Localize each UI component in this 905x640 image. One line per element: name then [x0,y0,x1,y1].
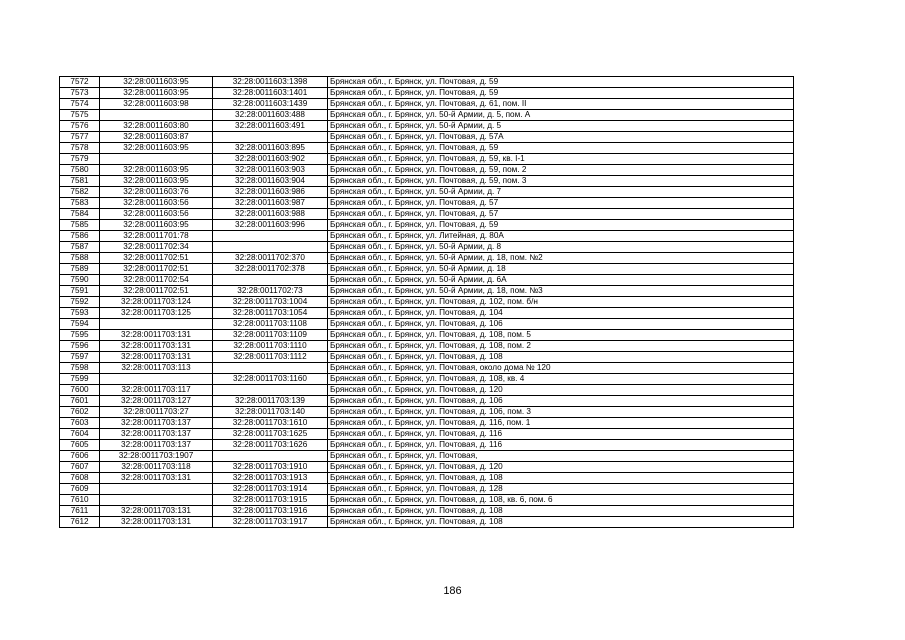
address-cell: Брянская обл., г. Брянск, ул. 50-й Армии, д. 18, пом. №3 [328,286,794,297]
table-row [60,363,794,374]
row-number-cell: 7575 [60,110,100,121]
address-cell: Брянская обл., г. Брянск, ул. 50-й Армии, д. 5, пом. А [328,110,794,121]
land-cadastral-number-cell: 32:28:0011703:113 [100,363,213,374]
object-cadastral-number-cell: 32:28:0011603:1398 [213,77,328,88]
object-cadastral-number-cell: 32:28:0011603:996 [213,220,328,231]
table-row [60,99,794,110]
row-number-cell: 7599 [60,374,100,385]
row-number-cell: 7573 [60,88,100,99]
object-cadastral-number-cell: 32:28:0011703:139 [213,396,328,407]
address-cell: Брянская обл., г. Брянск, ул. Почтовая, д. 120 [328,462,794,473]
row-number-cell: 7574 [60,99,100,110]
object-cadastral-number-cell: 32:28:0011703:1004 [213,297,328,308]
row-number-cell: 7587 [60,242,100,253]
table-row [60,286,794,297]
land-cadastral-number-cell: 32:28:0011703:125 [100,308,213,319]
address-cell: Брянская обл., г. Брянск, ул. Почтовая, д. 59, пом. 3 [328,176,794,187]
row-number-cell: 7592 [60,297,100,308]
table-row [60,330,794,341]
page-number: 186 [443,585,462,597]
table-row [60,242,794,253]
address-cell: Брянская обл., г. Брянск, ул. Почтовая, д. 106 [328,396,794,407]
table-row [60,385,794,396]
land-cadastral-number-cell: 32:28:0011702:51 [100,264,213,275]
land-cadastral-number-cell: 32:28:0011603:56 [100,198,213,209]
address-cell: Брянская обл., г. Брянск, ул. Почтовая, д. 102, пом. б/н [328,297,794,308]
table-row [60,495,794,506]
row-number-cell: 7607 [60,462,100,473]
row-number-cell: 7612 [60,517,100,528]
land-cadastral-number-cell: 32:28:0011703:1907 [100,451,213,462]
object-cadastral-number-cell: 32:28:0011703:1916 [213,506,328,517]
object-cadastral-number-cell [213,451,328,462]
object-cadastral-number-cell [213,363,328,374]
object-cadastral-number-cell: 32:28:0011603:488 [213,110,328,121]
land-cadastral-number-cell: 32:28:0011702:51 [100,286,213,297]
land-cadastral-number-cell: 32:28:0011703:27 [100,407,213,418]
row-number-cell: 7580 [60,165,100,176]
land-cadastral-number-cell [100,495,213,506]
table-row [60,77,794,88]
land-cadastral-number-cell: 32:28:0011603:95 [100,165,213,176]
table-row [60,88,794,99]
table-row [60,165,794,176]
object-cadastral-number-cell: 32:28:0011703:1108 [213,319,328,330]
address-cell: Брянская обл., г. Брянск, ул. 50-й Армии, д. 18 [328,264,794,275]
row-number-cell: 7572 [60,77,100,88]
land-cadastral-number-cell [100,154,213,165]
address-cell: Брянская обл., г. Брянск, ул. 50-й Армии, д. 18, пом. №2 [328,253,794,264]
object-cadastral-number-cell: 32:28:0011603:491 [213,121,328,132]
land-cadastral-number-cell: 32:28:0011603:76 [100,187,213,198]
object-cadastral-number-cell [213,132,328,143]
object-cadastral-number-cell: 32:28:0011702:73 [213,286,328,297]
row-number-cell: 7605 [60,440,100,451]
table-row [60,275,794,286]
land-cadastral-number-cell: 32:28:0011703:118 [100,462,213,473]
object-cadastral-number-cell: 32:28:0011703:140 [213,407,328,418]
row-number-cell: 7601 [60,396,100,407]
object-cadastral-number-cell: 32:28:0011703:1626 [213,440,328,451]
land-cadastral-number-cell [100,319,213,330]
table-row [60,440,794,451]
object-cadastral-number-cell: 32:28:0011702:378 [213,264,328,275]
row-number-cell: 7597 [60,352,100,363]
address-cell: Брянская обл., г. Брянск, ул. 50-й Армии, д. 6А [328,275,794,286]
row-number-cell: 7610 [60,495,100,506]
address-cell: Брянская обл., г. Брянск, ул. Почтовая, д. 59 [328,143,794,154]
land-cadastral-number-cell: 32:28:0011703:131 [100,506,213,517]
row-number-cell: 7588 [60,253,100,264]
land-cadastral-number-cell: 32:28:0011703:137 [100,418,213,429]
object-cadastral-number-cell: 32:28:0011703:1109 [213,330,328,341]
row-number-cell: 7584 [60,209,100,220]
object-cadastral-number-cell: 32:28:0011603:1439 [213,99,328,110]
row-number-cell: 7591 [60,286,100,297]
table-row [60,110,794,121]
land-cadastral-number-cell: 32:28:0011603:87 [100,132,213,143]
land-cadastral-number-cell: 32:28:0011703:131 [100,330,213,341]
object-cadastral-number-cell: 32:28:0011603:902 [213,154,328,165]
address-cell: Брянская обл., г. Брянск, ул. Почтовая, д. 128 [328,484,794,495]
land-cadastral-number-cell: 32:28:0011603:95 [100,88,213,99]
land-cadastral-number-cell: 32:28:0011703:131 [100,341,213,352]
table-row [60,473,794,484]
address-cell: Брянская обл., г. Брянск, ул. Почтовая, д. 106 [328,319,794,330]
address-cell: Брянская обл., г. Брянск, ул. Почтовая, д. 108, кв. 4 [328,374,794,385]
table-row [60,209,794,220]
address-cell: Брянская обл., г. Брянск, ул. 50-й Армии, д. 7 [328,187,794,198]
object-cadastral-number-cell: 32:28:0011603:988 [213,209,328,220]
land-cadastral-number-cell: 32:28:0011702:54 [100,275,213,286]
object-cadastral-number-cell: 32:28:0011703:1917 [213,517,328,528]
land-cadastral-number-cell [100,374,213,385]
table-row [60,253,794,264]
object-cadastral-number-cell [213,242,328,253]
address-cell: Брянская обл., г. Брянск, ул. Почтовая, д. 59 [328,77,794,88]
table-row [60,132,794,143]
land-cadastral-number-cell: 32:28:0011603:95 [100,77,213,88]
table-row [60,429,794,440]
object-cadastral-number-cell: 32:28:0011703:1915 [213,495,328,506]
row-number-cell: 7606 [60,451,100,462]
address-cell: Брянская обл., г. Брянск, ул. Почтовая, д. 116, пом. 1 [328,418,794,429]
land-cadastral-number-cell: 32:28:0011703:131 [100,517,213,528]
table-row [60,374,794,385]
table-row [60,121,794,132]
address-cell: Брянская обл., г. Брянск, ул. Почтовая, д. 116 [328,440,794,451]
row-number-cell: 7577 [60,132,100,143]
cadastral-table-body [60,77,794,528]
object-cadastral-number-cell: 32:28:0011703:1914 [213,484,328,495]
table-row [60,187,794,198]
row-number-cell: 7600 [60,385,100,396]
address-cell: Брянская обл., г. Брянск, ул. Почтовая, д. 108 [328,517,794,528]
address-cell: Брянская обл., г. Брянск, ул. Почтовая, д. 108, кв. 6, пом. 6 [328,495,794,506]
table-row [60,220,794,231]
row-number-cell: 7578 [60,143,100,154]
cadastral-table [59,76,794,528]
table-row [60,154,794,165]
land-cadastral-number-cell: 32:28:0011703:137 [100,440,213,451]
address-cell: Брянская обл., г. Брянск, ул. Почтовая, д. 57 [328,209,794,220]
table-row [60,341,794,352]
row-number-cell: 7594 [60,319,100,330]
object-cadastral-number-cell: 32:28:0011703:1610 [213,418,328,429]
object-cadastral-number-cell: 32:28:0011603:895 [213,143,328,154]
table-row [60,231,794,242]
object-cadastral-number-cell [213,275,328,286]
land-cadastral-number-cell [100,110,213,121]
table-row [60,451,794,462]
row-number-cell: 7581 [60,176,100,187]
address-cell: Брянская обл., г. Брянск, ул. Почтовая, д. 108, пом. 2 [328,341,794,352]
address-cell: Брянская обл., г. Брянск, ул. Почтовая, д. 106, пом. 3 [328,407,794,418]
object-cadastral-number-cell [213,231,328,242]
address-cell: Брянская обл., г. Брянск, ул. Почтовая, д. 57А [328,132,794,143]
address-cell: Брянская обл., г. Брянск, ул. Почтовая, д. 108 [328,473,794,484]
object-cadastral-number-cell [213,385,328,396]
land-cadastral-number-cell: 32:28:0011702:51 [100,253,213,264]
row-number-cell: 7611 [60,506,100,517]
land-cadastral-number-cell: 32:28:0011603:98 [100,99,213,110]
address-cell: Брянская обл., г. Брянск, ул. Почтовая, д. 108 [328,352,794,363]
object-cadastral-number-cell: 32:28:0011603:986 [213,187,328,198]
row-number-cell: 7576 [60,121,100,132]
address-cell: Брянская обл., г. Брянск, ул. 50-й Армии, д. 8 [328,242,794,253]
address-cell: Брянская обл., г. Брянск, ул. Почтовая, д. 108 [328,506,794,517]
land-cadastral-number-cell: 32:28:0011703:127 [100,396,213,407]
address-cell: Брянская обл., г. Брянск, ул. Почтовая, [328,451,794,462]
table-row [60,484,794,495]
object-cadastral-number-cell: 32:28:0011603:903 [213,165,328,176]
object-cadastral-number-cell: 32:28:0011702:370 [213,253,328,264]
object-cadastral-number-cell: 32:28:0011603:904 [213,176,328,187]
row-number-cell: 7590 [60,275,100,286]
address-cell: Брянская обл., г. Брянск, ул. Почтовая, д. 61, пом. II [328,99,794,110]
table-row [60,297,794,308]
table-row [60,418,794,429]
land-cadastral-number-cell: 32:28:0011603:56 [100,209,213,220]
land-cadastral-number-cell [100,484,213,495]
table-row [60,517,794,528]
land-cadastral-number-cell: 32:28:0011701:78 [100,231,213,242]
row-number-cell: 7596 [60,341,100,352]
land-cadastral-number-cell: 32:28:0011703:117 [100,385,213,396]
row-number-cell: 7604 [60,429,100,440]
address-cell: Брянская обл., г. Брянск, ул. Почтовая, д. 57 [328,198,794,209]
row-number-cell: 7579 [60,154,100,165]
object-cadastral-number-cell: 32:28:0011703:1110 [213,341,328,352]
object-cadastral-number-cell: 32:28:0011703:1160 [213,374,328,385]
land-cadastral-number-cell: 32:28:0011703:137 [100,429,213,440]
address-cell: Брянская обл., г. Брянск, ул. Почтовая, д. 108, пом. 5 [328,330,794,341]
land-cadastral-number-cell: 32:28:0011603:95 [100,220,213,231]
address-cell: Брянская обл., г. Брянск, ул. Литейная, д. 80А [328,231,794,242]
table-row [60,462,794,473]
land-cadastral-number-cell: 32:28:0011603:80 [100,121,213,132]
table-row [60,352,794,363]
address-cell: Брянская обл., г. Брянск, ул. Почтовая, д. 59, пом. 2 [328,165,794,176]
object-cadastral-number-cell: 32:28:0011703:1112 [213,352,328,363]
row-number-cell: 7582 [60,187,100,198]
object-cadastral-number-cell: 32:28:0011603:987 [213,198,328,209]
object-cadastral-number-cell: 32:28:0011703:1054 [213,308,328,319]
row-number-cell: 7598 [60,363,100,374]
row-number-cell: 7608 [60,473,100,484]
row-number-cell: 7603 [60,418,100,429]
object-cadastral-number-cell: 32:28:0011703:1910 [213,462,328,473]
address-cell: Брянская обл., г. Брянск, ул. Почтовая, д. 104 [328,308,794,319]
object-cadastral-number-cell: 32:28:0011703:1625 [213,429,328,440]
address-cell: Брянская обл., г. Брянск, ул. Почтовая, д. 59 [328,88,794,99]
address-cell: Брянская обл., г. Брянск, ул. Почтовая, д. 120 [328,385,794,396]
row-number-cell: 7595 [60,330,100,341]
table-row [60,308,794,319]
address-cell: Брянская обл., г. Брянск, ул. Почтовая, д. 116 [328,429,794,440]
land-cadastral-number-cell: 32:28:0011603:95 [100,176,213,187]
table-row [60,198,794,209]
row-number-cell: 7589 [60,264,100,275]
row-number-cell: 7586 [60,231,100,242]
row-number-cell: 7585 [60,220,100,231]
address-cell: Брянская обл., г. Брянск, ул. Почтовая, д. 59 [328,220,794,231]
table-row [60,407,794,418]
object-cadastral-number-cell: 32:28:0011603:1401 [213,88,328,99]
land-cadastral-number-cell: 32:28:0011703:124 [100,297,213,308]
row-number-cell: 7583 [60,198,100,209]
address-cell: Брянская обл., г. Брянск, ул. 50-й Армии, д. 5 [328,121,794,132]
land-cadastral-number-cell: 32:28:0011703:131 [100,352,213,363]
row-number-cell: 7593 [60,308,100,319]
row-number-cell: 7609 [60,484,100,495]
table-row [60,396,794,407]
address-cell: Брянская обл., г. Брянск, ул. Почтовая, д. 59, кв. I-1 [328,154,794,165]
land-cadastral-number-cell: 32:28:0011703:131 [100,473,213,484]
table-row [60,264,794,275]
table-row [60,319,794,330]
table-row [60,176,794,187]
row-number-cell: 7602 [60,407,100,418]
table-row [60,506,794,517]
object-cadastral-number-cell: 32:28:0011703:1913 [213,473,328,484]
land-cadastral-number-cell: 32:28:0011603:95 [100,143,213,154]
table-row [60,143,794,154]
address-cell: Брянская обл., г. Брянск, ул. Почтовая, около дома № 120 [328,363,794,374]
land-cadastral-number-cell: 32:28:0011702:34 [100,242,213,253]
